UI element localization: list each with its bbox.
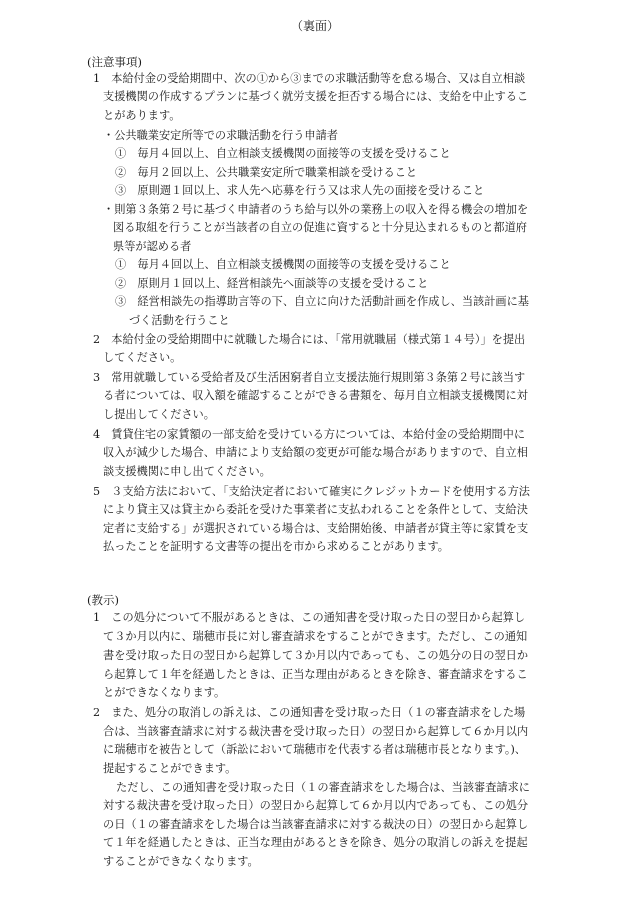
instruction-line: て１年を経過したときは、正当な理由があるときを除き、処分の取消しの訴えを提起 <box>103 836 528 849</box>
note-line: 4 賃貸住宅の家賃額の一部支給を受けている方については、本給付金の受給期間中に <box>93 428 526 441</box>
note-line: 談支援機関に申し出てください。 <box>103 465 271 478</box>
note-line: ③ 原則週１回以上、求人先へ応募を行う又は求人先の面接を受けること <box>115 184 485 197</box>
note-line: 1 本給付金の受給期間中、次の①から③までの求職活動等を怠る場合、又は自立相談 <box>93 72 526 85</box>
note-line: 3 常用就職している受給者及び生活困窮者自立支援法施行規則第３条第２号に該当す <box>93 371 526 384</box>
instructions-heading: (教示) <box>87 593 119 607</box>
instruction-line: 書を受け取った日の翌日から起算して３か月以内であっても、この処分の日の翌日か <box>103 649 529 662</box>
note-line: 払ったことを証明する文書等の提出を市から求めることがあります。 <box>103 540 449 553</box>
instruction-line: 2 また、処分の取消しの訴えは、この通知書を受け取った日（１の審査請求をした場 <box>93 706 526 719</box>
instruction-line: することができなくなります。 <box>103 855 259 868</box>
note-line: し提出してください。 <box>103 408 215 421</box>
page-title: （裏面） <box>290 19 339 33</box>
note-line: してください。 <box>103 351 182 364</box>
instruction-line: とができなくなります。 <box>103 686 226 699</box>
instruction-line: ただし、この通知書を受け取った日（１の審査請求をした場合は、当該審査請求に <box>116 781 530 794</box>
notes-heading: (注意事項) <box>87 55 142 69</box>
instruction-line: の日（１の審査請求をした場合は当該審査請求に対する裁決の日）の翌日から起算し <box>103 818 529 831</box>
note-line: ② 原則月１回以上、経営相談先へ面談等の支援を受けること <box>115 277 429 290</box>
note-line: ③ 経営相談先の指導助言等の下、自立に向けた活動計画を作成し、当該計画に基 <box>115 295 529 308</box>
note-line: る者については、収入額を確認することができる書類を、毎月自立相談支援機関に対 <box>103 389 528 402</box>
note-line: 図る取組を行うことが当該者の自立の促進に資すると十分見込まれるものと都道府 <box>113 221 527 234</box>
instruction-line: て３か月以内に、瑞穂市長に対し審査請求をすることができます。ただし、この通知 <box>103 630 528 643</box>
note-line: により貸主又は貸主から委託を受けた事業者に支払われることを条件として、支給決 <box>103 503 528 516</box>
note-line: とがあります。 <box>103 109 181 122</box>
note-line: 定者に支給する」が選択されている場合は、支給開始後、申請者が貸主等に家賃を支 <box>103 522 529 535</box>
note-line: づく活動を行うこと <box>129 314 230 327</box>
instruction-line: ら起算して１年を経過したときは、正当な理由があるときを除き、審査請求をするこ <box>103 668 528 681</box>
note-line: 収入が減少した場合、申請により支給額の変更が可能な場合がありますので、自立相 <box>103 446 528 459</box>
note-line: ① 毎月４回以上、自立相談支援機関の面接等の支援を受けること <box>115 258 451 271</box>
note-line: 2 本給付金の受給期間中に就職した場合には、「常用就職届（様式第１４号）」を提出 <box>93 333 526 346</box>
note-line: 県等が認める者 <box>113 240 192 253</box>
note-line: 5 ３支給方法において、｢支給決定者において確実にクレジットカードを使用する方法 <box>93 485 530 498</box>
note-line: 支援機関の作成するプランに基づく就労支援を拒否する場合には、支給を中止するこ <box>103 90 529 103</box>
note-line: ・則第３条第２号に基づく申請者のうち給与以外の業務上の収入を得る機会の増加を <box>103 203 529 216</box>
instruction-line: 合は、当該審査請求に対する裁決書を受け取った日）の翌日から起算して６か月以内 <box>103 725 529 738</box>
note-line: ② 毎月２回以上、公共職業安定所で職業相談を受けること <box>115 166 418 179</box>
instruction-line: に瑞穂市を被告として（訴訟において瑞穂市を代表する者は瑞穂市長となります。)、 <box>103 743 526 756</box>
note-line: ・公共職業安定所等での求職活動を行う申請者 <box>103 129 338 142</box>
note-line: ① 毎月４回以上、自立相談支援機関の面接等の支援を受けること <box>115 147 451 160</box>
instruction-line: 1 この処分について不服があるときは、この通知書を受け取った日の翌日から起算し <box>93 611 526 624</box>
instruction-line: 提起することができます。 <box>103 762 237 775</box>
instruction-line: 対する裁決書を受け取った日）の翌日から起算して６か月以内であっても、この処分 <box>103 799 529 812</box>
